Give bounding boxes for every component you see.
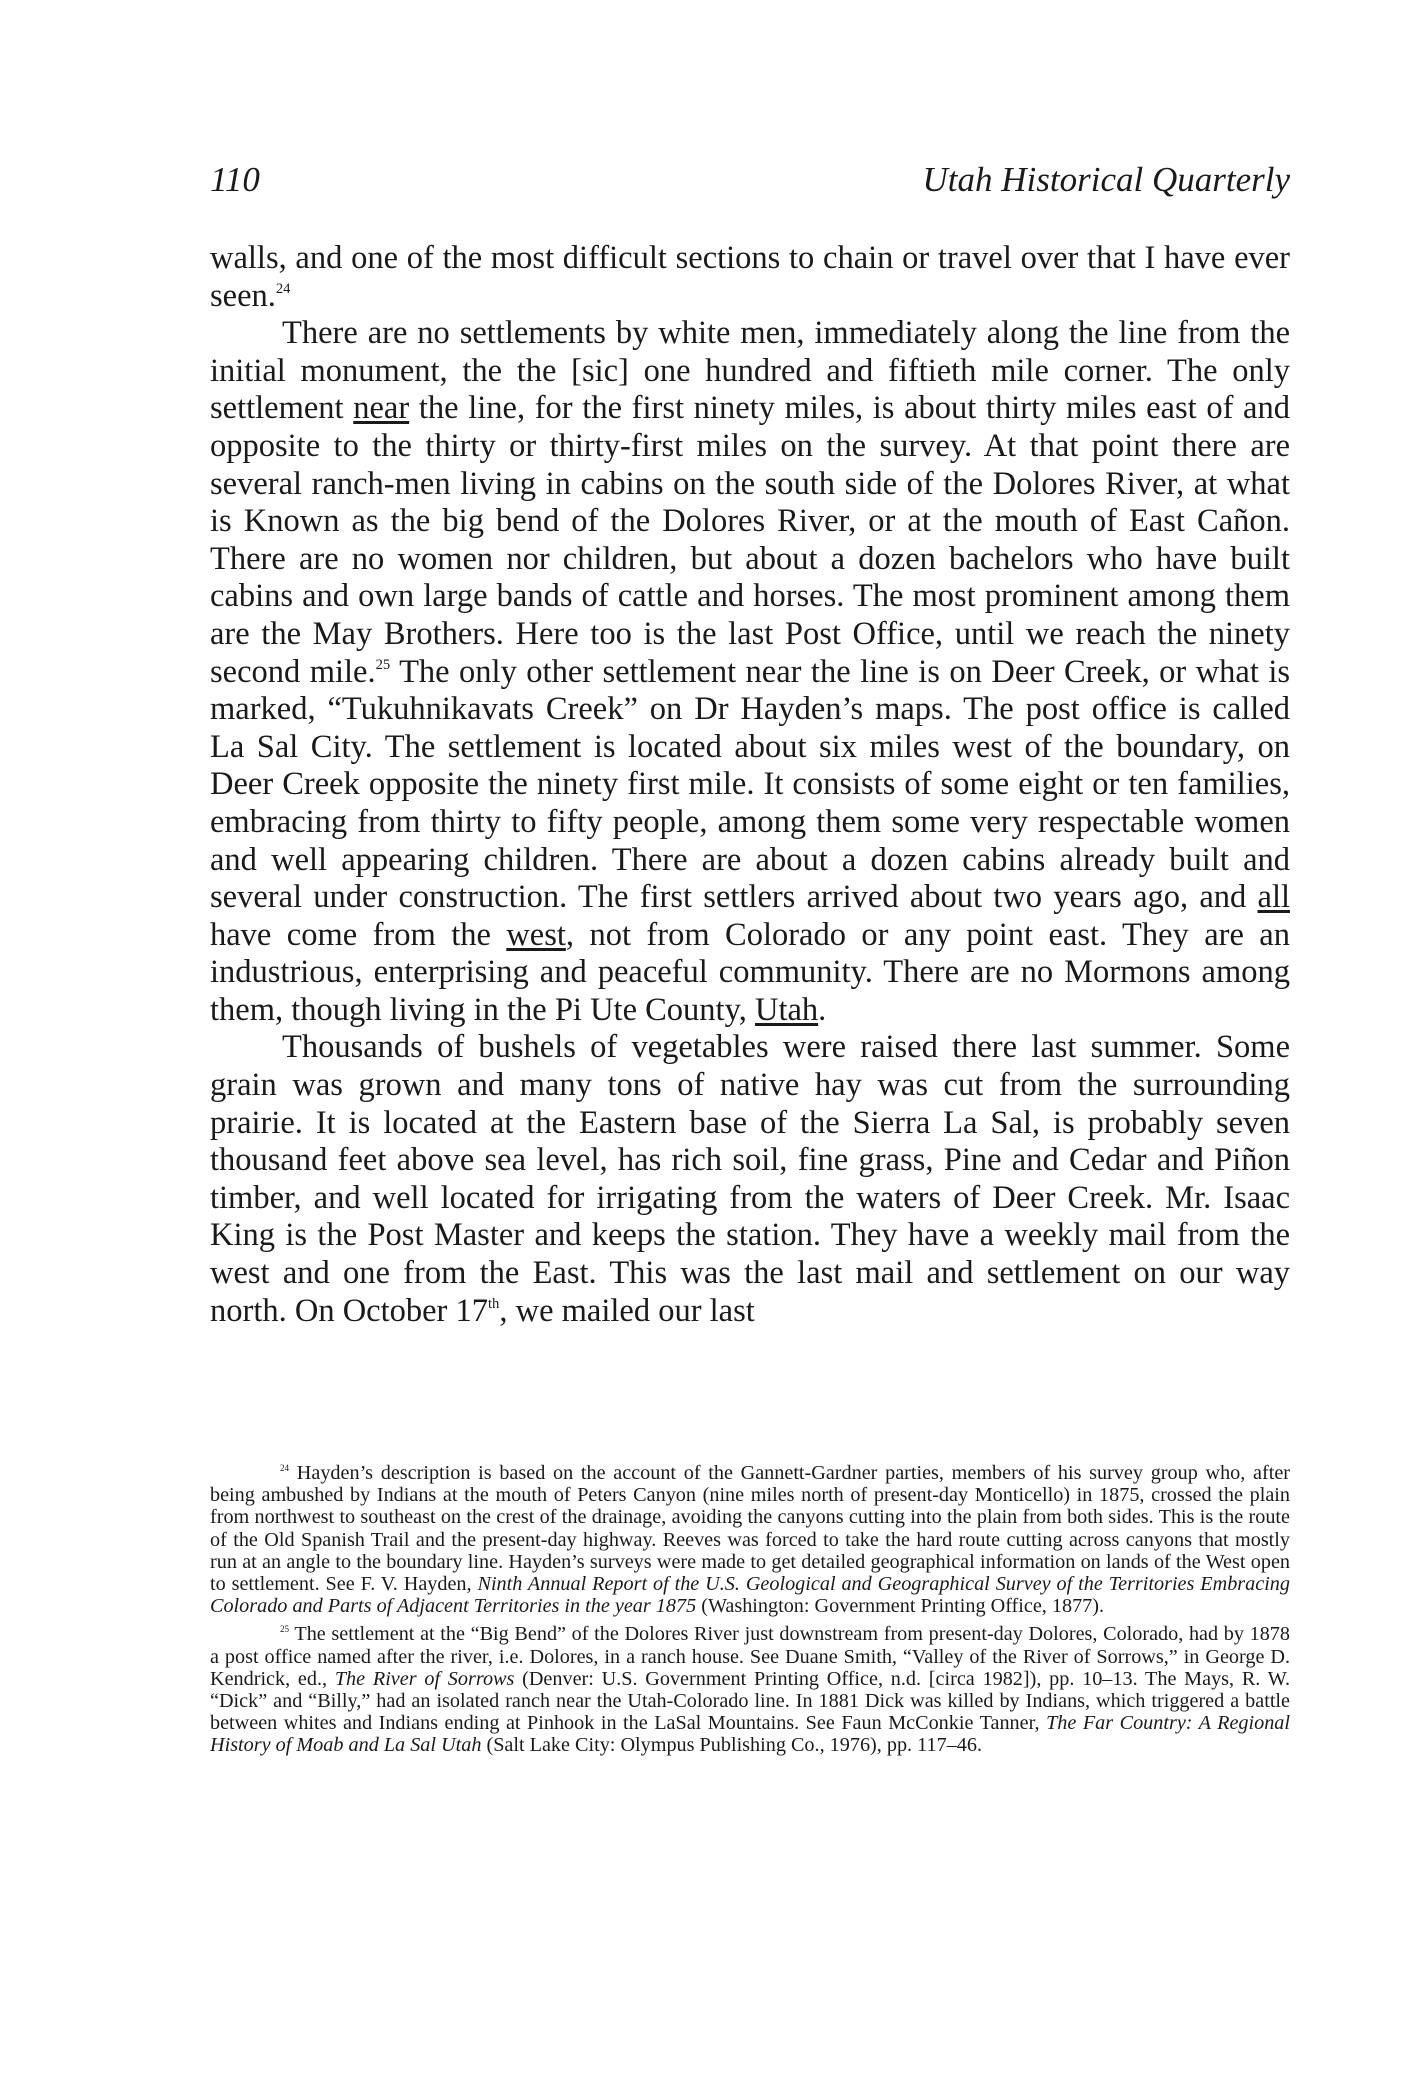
italic-title: Ninth Annual Report of the U.S. Geological and Geographical Survey of the Territories Embracing Colorado and Parts of Adjacent Territories in the year 1875 (210, 1573, 1290, 1618)
page-header (210, 160, 1290, 210)
footnote-24 (210, 1462, 1290, 1617)
text-segment: , not from Colorado or any point east. They are an industrious, enterprising and peaceful community. There are no Mormons among them, though living in the Pi Ute County, (210, 916, 1290, 1028)
text-segment: (Washington: Government Printing Office, 1877). (696, 1595, 1105, 1618)
underlined-text: Utah (754, 991, 819, 1028)
text-segment: Thousands of bushels of vegetables were raised there last summer. Some grain was grown and many tons of native hay was cut from the surrounding prairie. It is located at the Eastern base of the Sierra La Sal, is probably seven thousand feet above sea level, has rich soil, fine grass, Pine and Cedar and Piñon timber, and well located for irrigating from the waters of Deer Creek. Mr. Isaac King is the Post Master and keeps the station. They have a weekly mail from the west and one from the East. This was the last mail and settlement on our way north. On October 17 (210, 1029, 1290, 1329)
footnote-marker: 25 (280, 1624, 290, 1635)
running-head: Utah Historical Quarterly (922, 160, 1290, 199)
text-segment: There are no settlements by white men, immediately along the line from the initial monument, the the [sic] one hundred and fiftieth mile corner. The only settlement (210, 315, 1290, 427)
text-segment: Hayden’s description is based on the account of the Gannett-Gardner parties, members of his survey group who, after being ambushed by Indians at the mouth of Peters Canyon (nine miles north of present-day Monticello) in 1875, crossed the plain from northwest to southeast on the crest of the drainage, avoiding the canyons cutting into the plain from both sides. This is the route of the Old Spanish Trail and the present-day highway. Reeves was forced to take the hard route cutting across canyons that mostly run at an angle to the boundary line. Hayden’s surveys were made to get detailed geographical information on lands of the West open to settlement. See F. V. Hayden, (210, 1462, 1290, 1596)
footnote-marker: 24 (280, 1462, 290, 1473)
footnote-marker: th (488, 1295, 500, 1312)
paragraph-3 (210, 1029, 1290, 1330)
text-segment: have come from the (210, 916, 507, 953)
underlined-text: all (1257, 879, 1290, 916)
text-segment: . (818, 991, 827, 1028)
paragraph-1 (210, 240, 1290, 315)
text-segment: (Salt Lake City: Olympus Publishing Co., 1976), pp. 117–46. (481, 1734, 982, 1757)
text-segment: The settlement at the “Big Bend” of the Dolores River just downstream from present-day Dolores, Colorado, had by 1878 a post office named after the river, i.e. Dolores, in a ranch house. See Duane Smith, “Valley of the River of Sorrows,” in George D. Kendrick, ed., (210, 1623, 1290, 1690)
paragraph-2 (210, 315, 1290, 1029)
page-number: 110 (210, 160, 260, 199)
underlined-text: west (506, 916, 566, 953)
text-segment: The only other settlement near the line is on Deer Creek, or what is marked, “Tukuhnikavats Creek” on Dr Hayden’s maps. The post office is called La Sal City. The settlement is located about six miles west of the boundary, on Deer Creek opposite the ninety first mile. It consists of some eight or ten families, embracing from thirty to fifty people, among them some very respectable women and well appearing children. There are about a dozen cabins already built and several under construction. The first settlers arrived about two years ago, and (210, 653, 1290, 916)
body-text (210, 240, 1290, 1330)
footnotes (210, 1462, 1290, 1763)
text-segment: walls, and one of the most difficult sections to chain or travel over that I have ever seen. (210, 240, 1290, 314)
text-segment: (Denver: U.S. Government Printing Office, n.d. [circa 1982]), pp. 10–13. The Mays, R. W. “Dick” and “Billy,” had an isolated ranch near the Utah-Colorado line. In 1881 Dick was killed by Indians, which triggered a battle between whites and Indians ending at Pinhook in the LaSal Mountains. See Faun McConkie Tanner, (210, 1667, 1290, 1735)
underlined-text: near (353, 390, 410, 427)
footnote-marker: 24 (275, 280, 291, 297)
footnote-25 (210, 1623, 1290, 1756)
italic-title: The Far Country: A Regional History of Moab and La Sal Utah (210, 1712, 1290, 1757)
italic-title: The River of Sorrows (334, 1667, 515, 1690)
text-segment: the line, for the first ninety miles, is about thirty miles east of and opposite to the thirty or thirty-first miles on the survey. At that point there are several ranch-men living in cabins on the south side of the Dolores River, at what is Known as the big bend of the Dolores River, or at the mouth of East Cañon. There are no women nor children, but about a dozen bachelors who have built cabins and own large bands of cattle and horses. The most prominent among them are the May Brothers. Here too is the last Post Office, until we reach the ninety second mile. (210, 390, 1290, 690)
footnote-marker: 25 (375, 656, 391, 673)
text-segment: , we mailed our last (499, 1292, 755, 1329)
